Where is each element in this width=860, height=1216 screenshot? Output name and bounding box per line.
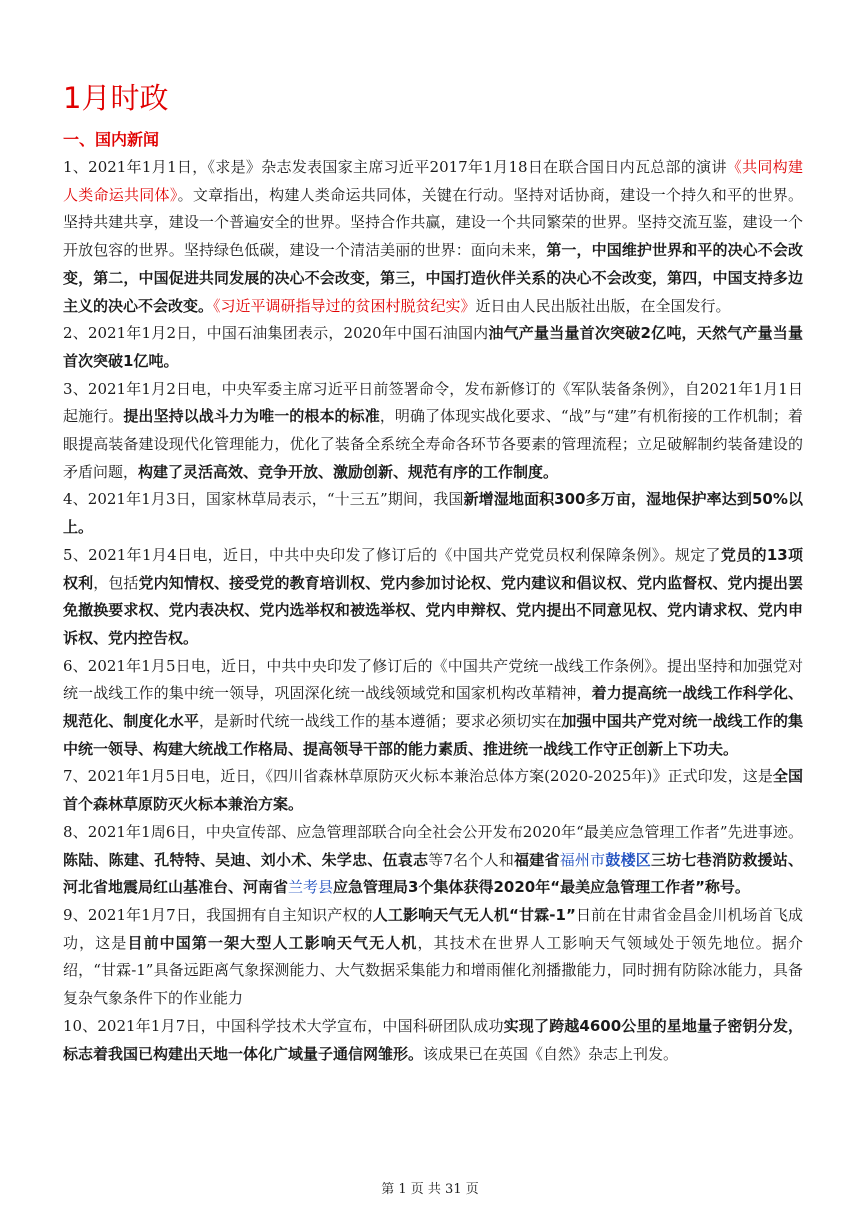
text-segment: 新增湿地面积300多万亩，湿地保护率达到50%以上。 (63, 490, 803, 537)
text-segment: 提出坚持以战斗力为唯一的根本的标准 (123, 407, 380, 426)
text-segment: 7、2021年1月5日电，近日，《四川省森林草原防灭火标本兼治总体方案(2020-2025年)》正式印发，这是 (63, 767, 773, 786)
text-segment: 9、2021年1月7日，我国拥有自主知识产权的 (63, 905, 373, 924)
highlighted-title: 《共同构建人类命运共同体》 (63, 158, 803, 204)
text-segment: 。文章指出，构建人类命运共同体，关键在行动。坚持对话协商，建设一个持久和平的世界。坚持共建共享，建设一个普遍安全的世界。坚持合作共赢，建设一个共同繁荣的世界。坚持交流互鉴，建设一个开放包容的世界。坚持绿色低碳，建设一个清洁美丽的世界：面向未来， (63, 185, 803, 260)
page-title: 1月时政 (63, 81, 169, 115)
text-segment: 党内知情权、接受党的教育培训权、党内参加讨论权、党内建议和倡议权、党内监督权、党内提出罢免撤换要求权、党内表决权、党内选举权和被选举权、党内申辩权、党内提出不同意见权、党内请求权、党内申诉权、党内控告权。 (63, 573, 803, 647)
text-segment: ，明确了体现实战化要求、“战”与“建”有机衔接的工作机制；着眼提高装备建设现代化管理能力，优化了装备全系统全寿命各环节各要素的管理流程；立足破解制约装备建设的矛盾问题， (63, 407, 803, 481)
place-link[interactable]: 鼓楼区 (605, 850, 652, 869)
text-segment: 2、2021年1月2日，中国石油集团表示，2020年中国石油国内 (63, 324, 489, 343)
text-segment: 应急管理局3个集体获得2020年“最美应急管理工作者”称号。 (333, 878, 750, 897)
text-segment: 加强中国共产党对统一战线工作的集中统一领导、构建大统战工作格局、提高领导干部的能力素质、推进统一战线工作守正创新上下功夫。 (63, 712, 803, 758)
text-segment: 陈陆、陈建、孔特特、吴迪、刘小术、朱学忠、伍袁志 (63, 850, 429, 869)
text-segment: 目前中国第一架大型人工影响天气无人机 (127, 933, 418, 952)
text-segment: 第一，中国维护世界和平的决心不会改变，第二，中国促进共同发展的决心不会改变，第三，中国打造伙伴关系的决心不会改变，第四，中国支持多边主义的决心不会改变。 (63, 241, 803, 315)
news-item (63, 542, 803, 653)
news-item (63, 653, 803, 764)
text-segment: 等7名个人和 (428, 850, 515, 869)
text-segment: 10、2021年1月7日，中国科学技术大学宣布，中国科研团队成功 (63, 1016, 504, 1035)
text-segment: 着力提高统一战线工作科学化、规范化、制度化水平 (63, 684, 803, 731)
text-segment: 人工影响天气无人机“甘霖-1” (372, 905, 576, 924)
text-segment: 党员的13项权利 (63, 545, 804, 592)
section-heading: 一、国内新闻 (63, 130, 160, 149)
text-segment: 近日由人民出版社出版，在全国发行。 (475, 296, 731, 315)
text-segment: 5、2021年1月4日电，近日，中共中央印发了修订后的《中国共产党党员权利保障条例》。规定了 (63, 545, 721, 564)
text-segment: 6、2021年1月5日电，近日，中共中央印发了修订后的《中国共产党统一战线工作条例》。提出坚持和加强党对统一战线工作的集中统一领导，巩固深化统一战线领域党和国家机构改革精神， (63, 656, 803, 703)
text-segment: ，其技术在世界人工影响天气领域处于领先地位。据介绍，“甘霖-1”具备远距离气象探测能力、大气数据采集能力和增雨催化剂播撒能力，同时拥有防除冰能力，具备复杂气象条件下的作业能力 (63, 933, 803, 1008)
text-segment: 三坊七巷消防救援站、河北省地震局红山基准台、河南省 (63, 850, 803, 897)
text-segment: 实现了跨越4600公里的星地量子密钥分发，标志着我国已构建出天地一体化广域量子通信网雏形。 (63, 1016, 803, 1063)
news-item (63, 320, 803, 375)
news-item (63, 486, 803, 541)
place-link[interactable]: 福州市 (559, 850, 606, 869)
text-segment: ，是新时代统一战线工作的基本遵循；要求必须切实在 (198, 712, 562, 731)
news-item (63, 1013, 803, 1068)
text-segment: 福建省 (514, 850, 560, 869)
text-segment: 构建了灵活高效、竞争开放、激励创新、规范有序的工作制度。 (138, 462, 559, 481)
text-segment: 1、2021年1月1日，《求是》杂志发表国家主席习近平2017年1月18日在联合国日内瓦总部的演讲 (63, 158, 727, 176)
text-segment: 全国首个森林草原防灭火标本兼治方案。 (63, 767, 803, 814)
highlighted-title: 《习近平调研指导过的贫困村脱贫纪实》 (213, 296, 476, 315)
news-item (63, 819, 803, 902)
text-segment: 油气产量当量首次突破2亿吨，天然气产量当量首次突破1亿吨。 (63, 324, 803, 370)
news-item (63, 154, 803, 320)
news-list (63, 154, 803, 1068)
page-footer: 第 1 页 共 31 页 (381, 1182, 479, 1197)
text-segment: 8、2021年1周6日，中央宣传部、应急管理部联合向全社会公开发布2020年“最美应急管理工作者”先进事迹。 (63, 822, 803, 841)
news-item (63, 763, 803, 818)
text-segment: 日前在甘肃省金昌金川机场首飞成功，这是 (63, 905, 803, 952)
place-link[interactable]: 兰考县 (288, 878, 334, 897)
document-page (63, 78, 803, 1068)
news-item (63, 376, 803, 487)
news-item (63, 902, 803, 1013)
text-segment: 4、2021年1月3日，国家林草局表示，“十三五”期间，我国 (63, 490, 464, 509)
text-segment: 3、2021年1月2日电，中央军委主席习近平日前签署命令，发布新修订的《军队装备条例》，自2021年1月1日起施行。 (63, 379, 803, 426)
text-segment: ，包括 (93, 573, 139, 592)
text-segment: 该成果已在英国《自然》杂志上刊发。 (423, 1044, 679, 1063)
